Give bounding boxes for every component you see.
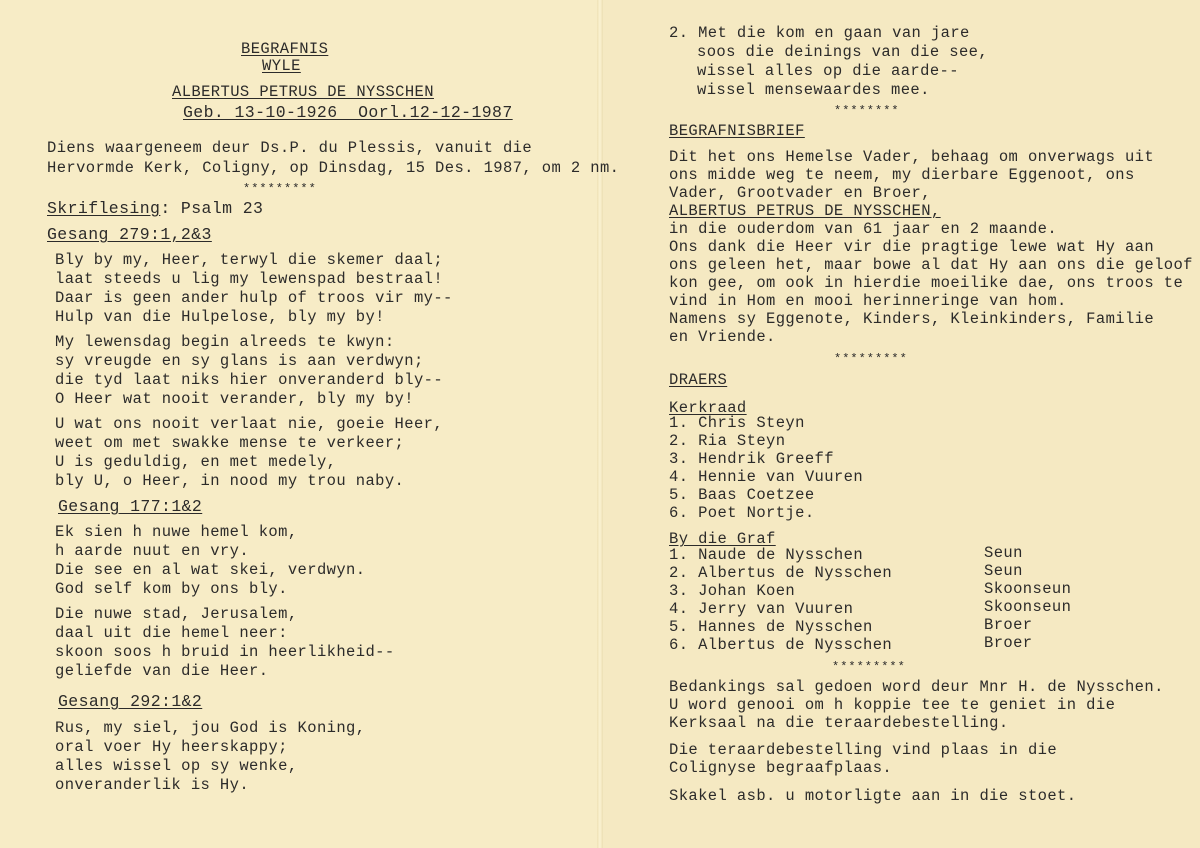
separator: ********* (832, 660, 906, 674)
grave-bearer-relation: Seun (984, 544, 1023, 562)
hymn-line: onveranderlik is Hy. (55, 776, 250, 794)
hymn-line: daal uit die hemel neer: (55, 624, 288, 642)
verse-line: 2. Met die kom en gaan van jare (669, 24, 970, 42)
scripture-value: : Psalm 23 (160, 199, 264, 218)
letter-title: BEGRAFNISBRIEF (669, 122, 805, 140)
hymn-line: skoon soos h bruid in heerlikheid-- (55, 643, 395, 661)
letter-line: Ons dank die Heer vir die pragtige lewe wat Hy aan (669, 238, 1155, 256)
grave-bearer-name: 3. Johan Koen (669, 582, 796, 600)
service-line: Hervormde Kerk, Coligny, op Dinsdag, 15 Des. 1987, om 2 nm. (47, 159, 620, 177)
letter-line: Dit het ons Hemelse Vader, behaag om onverwags uit (669, 148, 1155, 166)
hymn-line: Daar is geen ander hulp of troos vir my-- (55, 289, 453, 307)
hymn-title: Gesang 292:1&2 (58, 692, 203, 711)
hymn-line: bly U, o Heer, in nood my trou naby. (55, 472, 405, 490)
separator: ******** (834, 104, 900, 118)
grave-bearer-relation: Skoonseun (984, 598, 1072, 616)
hymn-line: weet om met swakke mense te verkeer; (55, 434, 405, 452)
bearer-item: 4. Hennie van Vuuren (669, 468, 864, 486)
page-fold (597, 0, 603, 848)
grave-bearer-relation: Broer (984, 634, 1033, 652)
birth-death-dates: Geb. 13-10-1926 Oorl.12-12-1987 (183, 103, 513, 122)
hymn-line: O Heer wat nooit verander, bly my by! (55, 390, 414, 408)
bearer-item: 2. Ria Steyn (669, 432, 786, 450)
hymn-line: God self kom by ons bly. (55, 580, 288, 598)
hymn-line: My lewensdag begin alreeds te kwyn: (55, 333, 395, 351)
thanks-line: U word genooi om h koppie tee te geniet in die (669, 696, 1116, 714)
letter-line: en Vriende. (669, 328, 776, 346)
heading-begrafnis: BEGRAFNIS (241, 40, 329, 58)
hymn-line: die tyd laat niks hier onveranderd bly-- (55, 371, 444, 389)
deceased-name: ALBERTUS PETRUS DE NYSSCHEN (172, 83, 434, 101)
grave-bearer-name: 5. Hannes de Nysschen (669, 618, 873, 636)
separator: ********* (834, 352, 908, 366)
hymn-line: Die nuwe stad, Jerusalem, (55, 605, 298, 623)
grave-bearer-name: 4. Jerry van Vuuren (669, 600, 854, 618)
grave-bearer-relation: Broer (984, 616, 1033, 634)
hymn-line: oral voer Hy heerskappy; (55, 738, 288, 756)
scripture-label: Skriflesing (47, 199, 161, 218)
heading-wyle: WYLE (262, 57, 301, 75)
church-council-title: Kerkraad (669, 399, 747, 417)
bearer-item: 5. Baas Coetzee (669, 486, 815, 504)
bearer-item: 3. Hendrik Greeff (669, 450, 834, 468)
hymn-line: Ek sien h nuwe hemel kom, (55, 523, 298, 541)
letter-line: vind in Hom en mooi herinneringe van hom. (669, 292, 1067, 310)
bearer-item: 1. Chris Steyn (669, 414, 805, 432)
hymn-line: alles wissel op sy wenke, (55, 757, 298, 775)
headlights-note: Skakel asb. u motorligte aan in die stoet. (669, 787, 1077, 805)
hymn-line: h aarde nuut en vry. (55, 542, 250, 560)
service-line: Diens waargeneem deur Ds.P. du Plessis, vanuit die (47, 139, 533, 157)
hymn-title: Gesang 279:1,2&3 (47, 225, 212, 244)
letter-line: in die ouderdom van 61 jaar en 2 maande. (669, 220, 1058, 238)
hymn-line: U wat ons nooit verlaat nie, goeie Heer, (55, 415, 444, 433)
separator: ********* (243, 182, 317, 196)
hymn-line: laat steeds u lig my lewenspad bestraal! (55, 270, 444, 288)
hymn-line: U is geduldig, en met medely, (55, 453, 337, 471)
thanks-line: Bedankings sal gedoen word deur Mnr H. de Nysschen. (669, 678, 1164, 696)
letter-name: ALBERTUS PETRUS DE NYSSCHEN, (669, 202, 941, 220)
hymn-line: sy vreugde en sy glans is aan verdwyn; (55, 352, 424, 370)
letter-line: Vader, Grootvader en Broer, (669, 184, 931, 202)
verse-line: wissel mensewaardes mee. (697, 81, 930, 99)
grave-bearer-relation: Seun (984, 562, 1023, 580)
scripture-reading (47, 200, 263, 218)
hymn-line: Rus, my siel, jou God is Koning, (55, 719, 366, 737)
at-grave-title: By die Graf (669, 530, 776, 548)
burial-line: Colignyse begraafplaas. (669, 759, 893, 777)
grave-bearer-name: 6. Albertus de Nysschen (669, 636, 893, 654)
bearer-item: 6. Poet Nortje. (669, 504, 815, 522)
letter-line: Namens sy Eggenote, Kinders, Kleinkinders, Familie (669, 310, 1155, 328)
grave-bearer-name: 1. Naude de Nysschen (669, 546, 864, 564)
thanks-line: Kerksaal na die teraardebestelling. (669, 714, 1009, 732)
bearers-title: DRAERS (669, 371, 728, 389)
letter-line: ons geleen het, maar bowe al dat Hy aan ons die geloof (669, 256, 1193, 274)
hymn-line: Die see en al wat skei, verdwyn. (55, 561, 366, 579)
hymn-title: Gesang 177:1&2 (58, 497, 203, 516)
verse-line: wissel alles op die aarde-- (697, 62, 959, 80)
letter-line: ons midde weg te neem, my dierbare Eggenoot, ons (669, 166, 1135, 184)
hymn-line: Bly by my, Heer, terwyl die skemer daal; (55, 251, 444, 269)
hymn-line: geliefde van die Heer. (55, 662, 269, 680)
letter-line: kon gee, om ook in hierdie moeilike dae, ons troos te (669, 274, 1184, 292)
grave-bearer-name: 2. Albertus de Nysschen (669, 564, 893, 582)
verse-line: soos die deinings van die see, (697, 43, 989, 61)
grave-bearer-relation: Skoonseun (984, 580, 1072, 598)
burial-line: Die teraardebestelling vind plaas in die (669, 741, 1058, 759)
hymn-line: Hulp van die Hulpelose, bly my by! (55, 308, 385, 326)
